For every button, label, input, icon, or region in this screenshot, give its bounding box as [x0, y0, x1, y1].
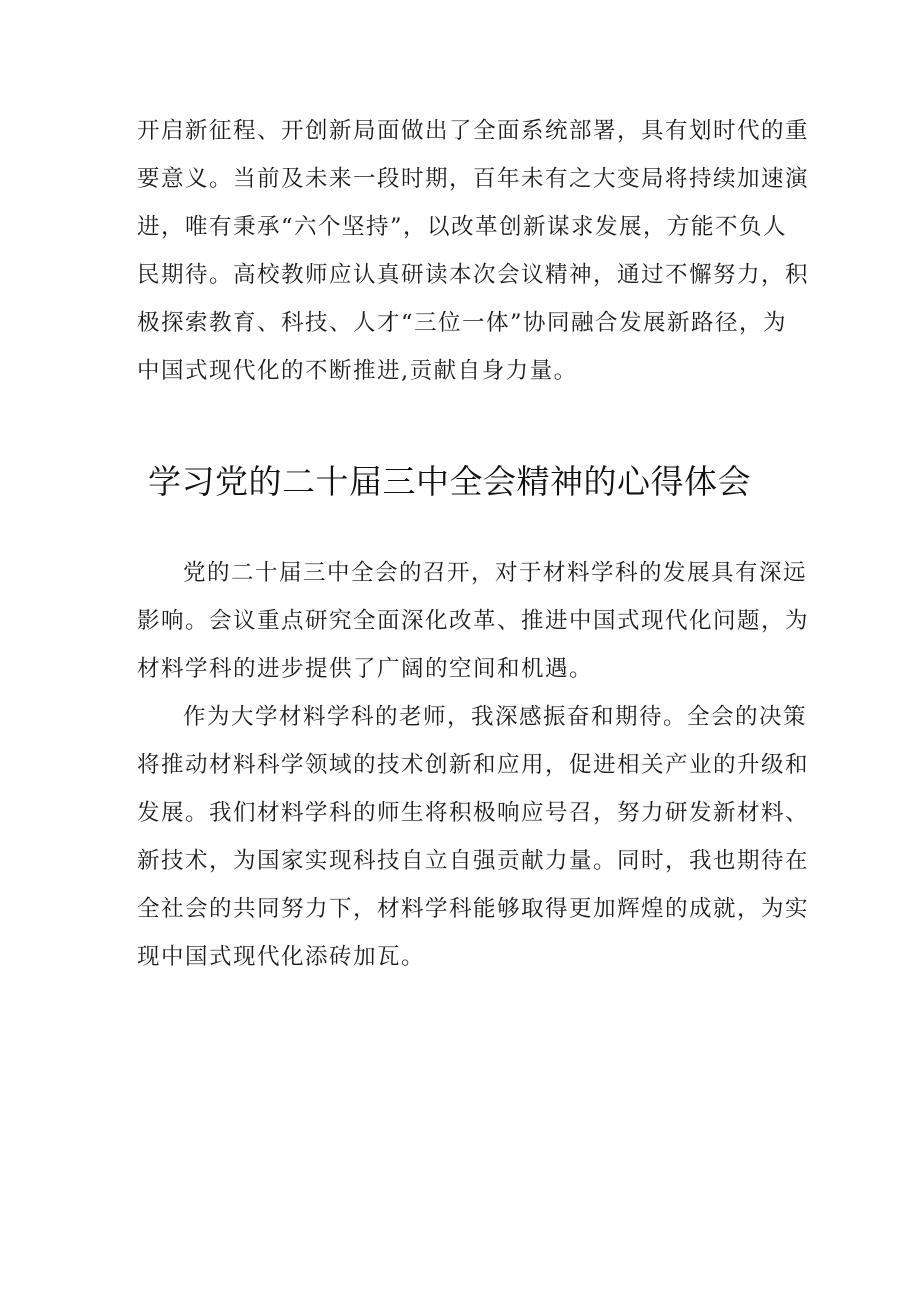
paragraph-line: 党的二十届三中全会的召开，对于材料学科的发展具有深远 [183, 560, 808, 586]
paragraph-line: 材料学科的进步提供了广阔的空间和机遇。 [137, 656, 594, 682]
paragraph-line: 中国式现代化的不断推进,贡献自身力量。 [137, 358, 578, 384]
paragraph-line: 作为大学材料学科的老师，我深感振奋和期待。全会的决策 [183, 704, 808, 730]
paragraph-line: 民期待。高校教师应认真研读本次会议精神，通过不懈努力，积 [137, 262, 810, 288]
paragraph-line: 进，唯有秉承“六个坚持”，以改革创新谋求发展，方能不负人 [137, 214, 788, 240]
paragraph-line: 影响。会议重点研究全面深化改革、推进中国式现代化问题，为 [137, 608, 810, 634]
paragraph-line: 要意义。当前及未来一段时期，百年未有之大变局将持续加速演 [137, 166, 810, 192]
paragraph-line: 全社会的共同努力下，材料学科能够取得更加辉煌的成就，为实 [137, 896, 810, 922]
paragraph-1 [137, 549, 810, 693]
intro-paragraph [137, 107, 810, 395]
paragraph-line: 发展。我们材料学科的师生将积极响应号召，努力研发新材料、 [137, 800, 810, 826]
body-paragraphs [137, 549, 810, 981]
paragraph-line: 开启新征程、开创新局面做出了全面系统部署，具有划时代的重 [137, 118, 810, 144]
paragraph-2 [137, 693, 810, 981]
paragraph-line: 新技术，为国家实现科技自立自强贡献力量。同时，我也期待在 [137, 848, 810, 874]
section-title: 学习党的二十届三中全会精神的心得体会 [148, 462, 751, 501]
paragraph-line: 将推动材料科学领域的技术创新和应用，促进相关产业的升级和 [137, 752, 810, 778]
paragraph-line: 现中国式现代化添砖加瓦。 [137, 944, 426, 970]
paragraph-line: 极探索教育、科技、人才“三位一体”协同融合发展新路径，为 [137, 310, 788, 336]
